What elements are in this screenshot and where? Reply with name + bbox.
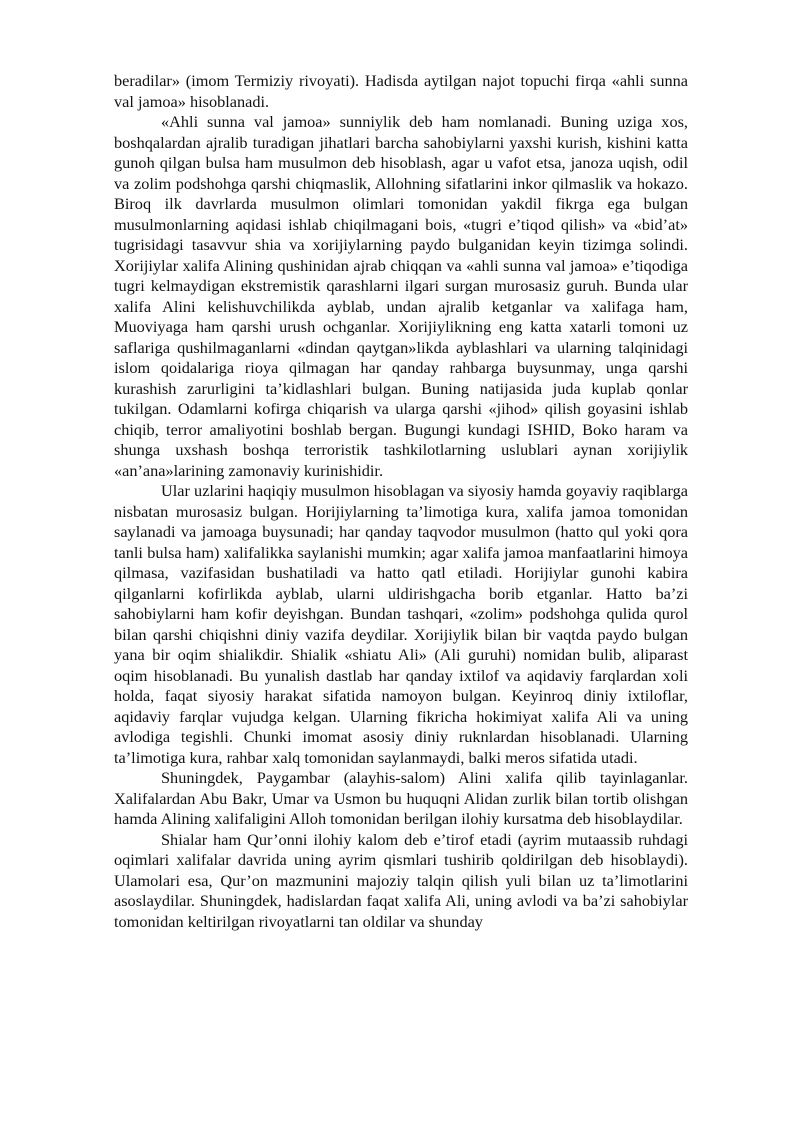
paragraph-ahli-sunna: «Ahli sunna val jamoa» sunniylik deb ham nomlanadi. Buning uziga xos, boshqalardan ajralib turadigan jihatlari barcha sahobiylarni yaxshi kurish, kishini katta gunoh qilgan bulsa ham musulmon deb hisoblash, agar u vafot etsa, janoza uqish, odil va zolim podshohga qarshi chiqmaslik, Allohning sifatlarini inkor qilmaslik va hokazo. Biroq ilk davrlarda musulmon olimlari tomonidan yakdil fikrga ega bulgan musulmonlarning aqidasi ishlab chiqilmagani bois, «tugri e’tiqod qilish» va «bid’at» tugrisidagi tasavvur shia va xorijiylarning paydo bulganidan keyin tizimga solindi. Xorijiylar xalifa Alining qushinidan ajrab chiqqan va «ahli sunna val jamoa» e’tiqodiga tugri kelmaydigan ekstremistik qarashlarni ilgari surgan murosasiz guruh. Bunda ular xalifa Alini kelishuvchilikda ayblab, undan ajralib ketganlar va xalifaga ham, Muoviyaga ham qarshi urush ochganlar. Xorijiylikning eng katta xatarli tomoni uz saflariga qushilmaganlarni «dindan qaytgan»likda ayblashlari va ularning talqinidagi islom qoidalariga rioya qilmagan har qanday rahbarga buysunmay, unga qarshi kurashish zarurligini ta’kidlashlari bulgan. Buning natijasida juda kuplab qonlar tukilgan. Odamlarni kofirga chiqarish va ularga qarshi «jihod» qilish goyasini ishlab chiqib, terror amaliyotini boshlab bergan. Bugungi kundagi ISHID, Boko haram va shunga uxshash boshqa terroristik tashkilotlarning uslublari aynan xorijiylik «an’ana»larining zamonaviy kurinishidir. <box>114 112 688 480</box>
paragraph-paygambar: Shuningdek, Paygambar (alayhis-salom) Alini xalifa qilib tayinlaganlar. Xalifalardan Abu Bakr, Umar va Usmon bu huquqni Alidan zurlik bilan tortib olishgan hamda Alining xalifaligini Alloh tomonidan berilgan ilohiy kursatma deb hisoblaydilar. <box>114 768 688 828</box>
paragraph-shialar: Shialar ham Qur’onni ilohiy kalom deb e’tirof etadi (ayrim mutaassib ruhdagi oqimlari xalifalar davrida uning ayrim qismlari tushirib qoldirilgan deb hisoblaydi). Ulamolari esa, Qur’on mazmunini majoziy talqin qilish yuli bilan uz ta’limotlarini asoslaydilar. Shuningdek, hadislardan faqat xalifa Ali, uning avlodi va ba’zi sahobiylar tomonidan keltirilgan rivoyatlarni tan oldilar va shunday <box>114 829 688 931</box>
paragraph-continuation: beradilar» (imom Termiziy rivoyati). Hadisda aytilgan najot topuchi firqa «ahli sunna val jamoa» hisoblanadi. <box>114 71 688 111</box>
document-page <box>114 71 688 932</box>
paragraph-horijiylar: Ular uzlarini haqiqiy musulmon hisoblagan va siyosiy hamda goyaviy raqiblarga nisbatan murosasiz bulgan. Horijiylarning ta’limotiga kura, xalifa jamoa tomonidan saylanadi va jamoaga buysunadi; har qanday taqvodor musulmon (hatto qul yoki qora tanli bulsa ham) xalifalikka saylanishi mumkin; agar xalifa jamoa manfaatlarini himoya qilmasa, vazifasidan bushatiladi va hatto qatl etiladi. Horijiylar gunohi kabira qilganlarni kofirlikda ayblab, ularni uldirishgacha borib etganlar. Hatto ba’zi sahobiylarni ham kofir deyishgan. Bundan tashqari, «zolim» podshohga qulida qurol bilan qarshi chiqishni diniy vazifa deydilar. Xorijiylik bilan bir vaqtda paydo bulgan yana bir oqim shialikdir. Shialik «shiatu Ali» (Ali guruhi) nomidan bulib, aliparast oqim hisoblanadi. Bu yunalish dastlab har qanday ixtilof va aqidaviy farqlardan xoli holda, faqat siyosiy harakat sifatida namoyon bulgan. Keyinroq diniy ixtiloflar, aqidaviy farqlar vujudga kelgan. Ularning fikricha hokimiyat xalifa Ali va uning avlodiga tegishli. Chunki imomat asosiy diniy ruknlardan hisoblanadi. Ularning ta’limotiga kura, rahbar xalq tomonidan saylanmaydi, balki meros sifatida utadi. <box>114 481 688 767</box>
